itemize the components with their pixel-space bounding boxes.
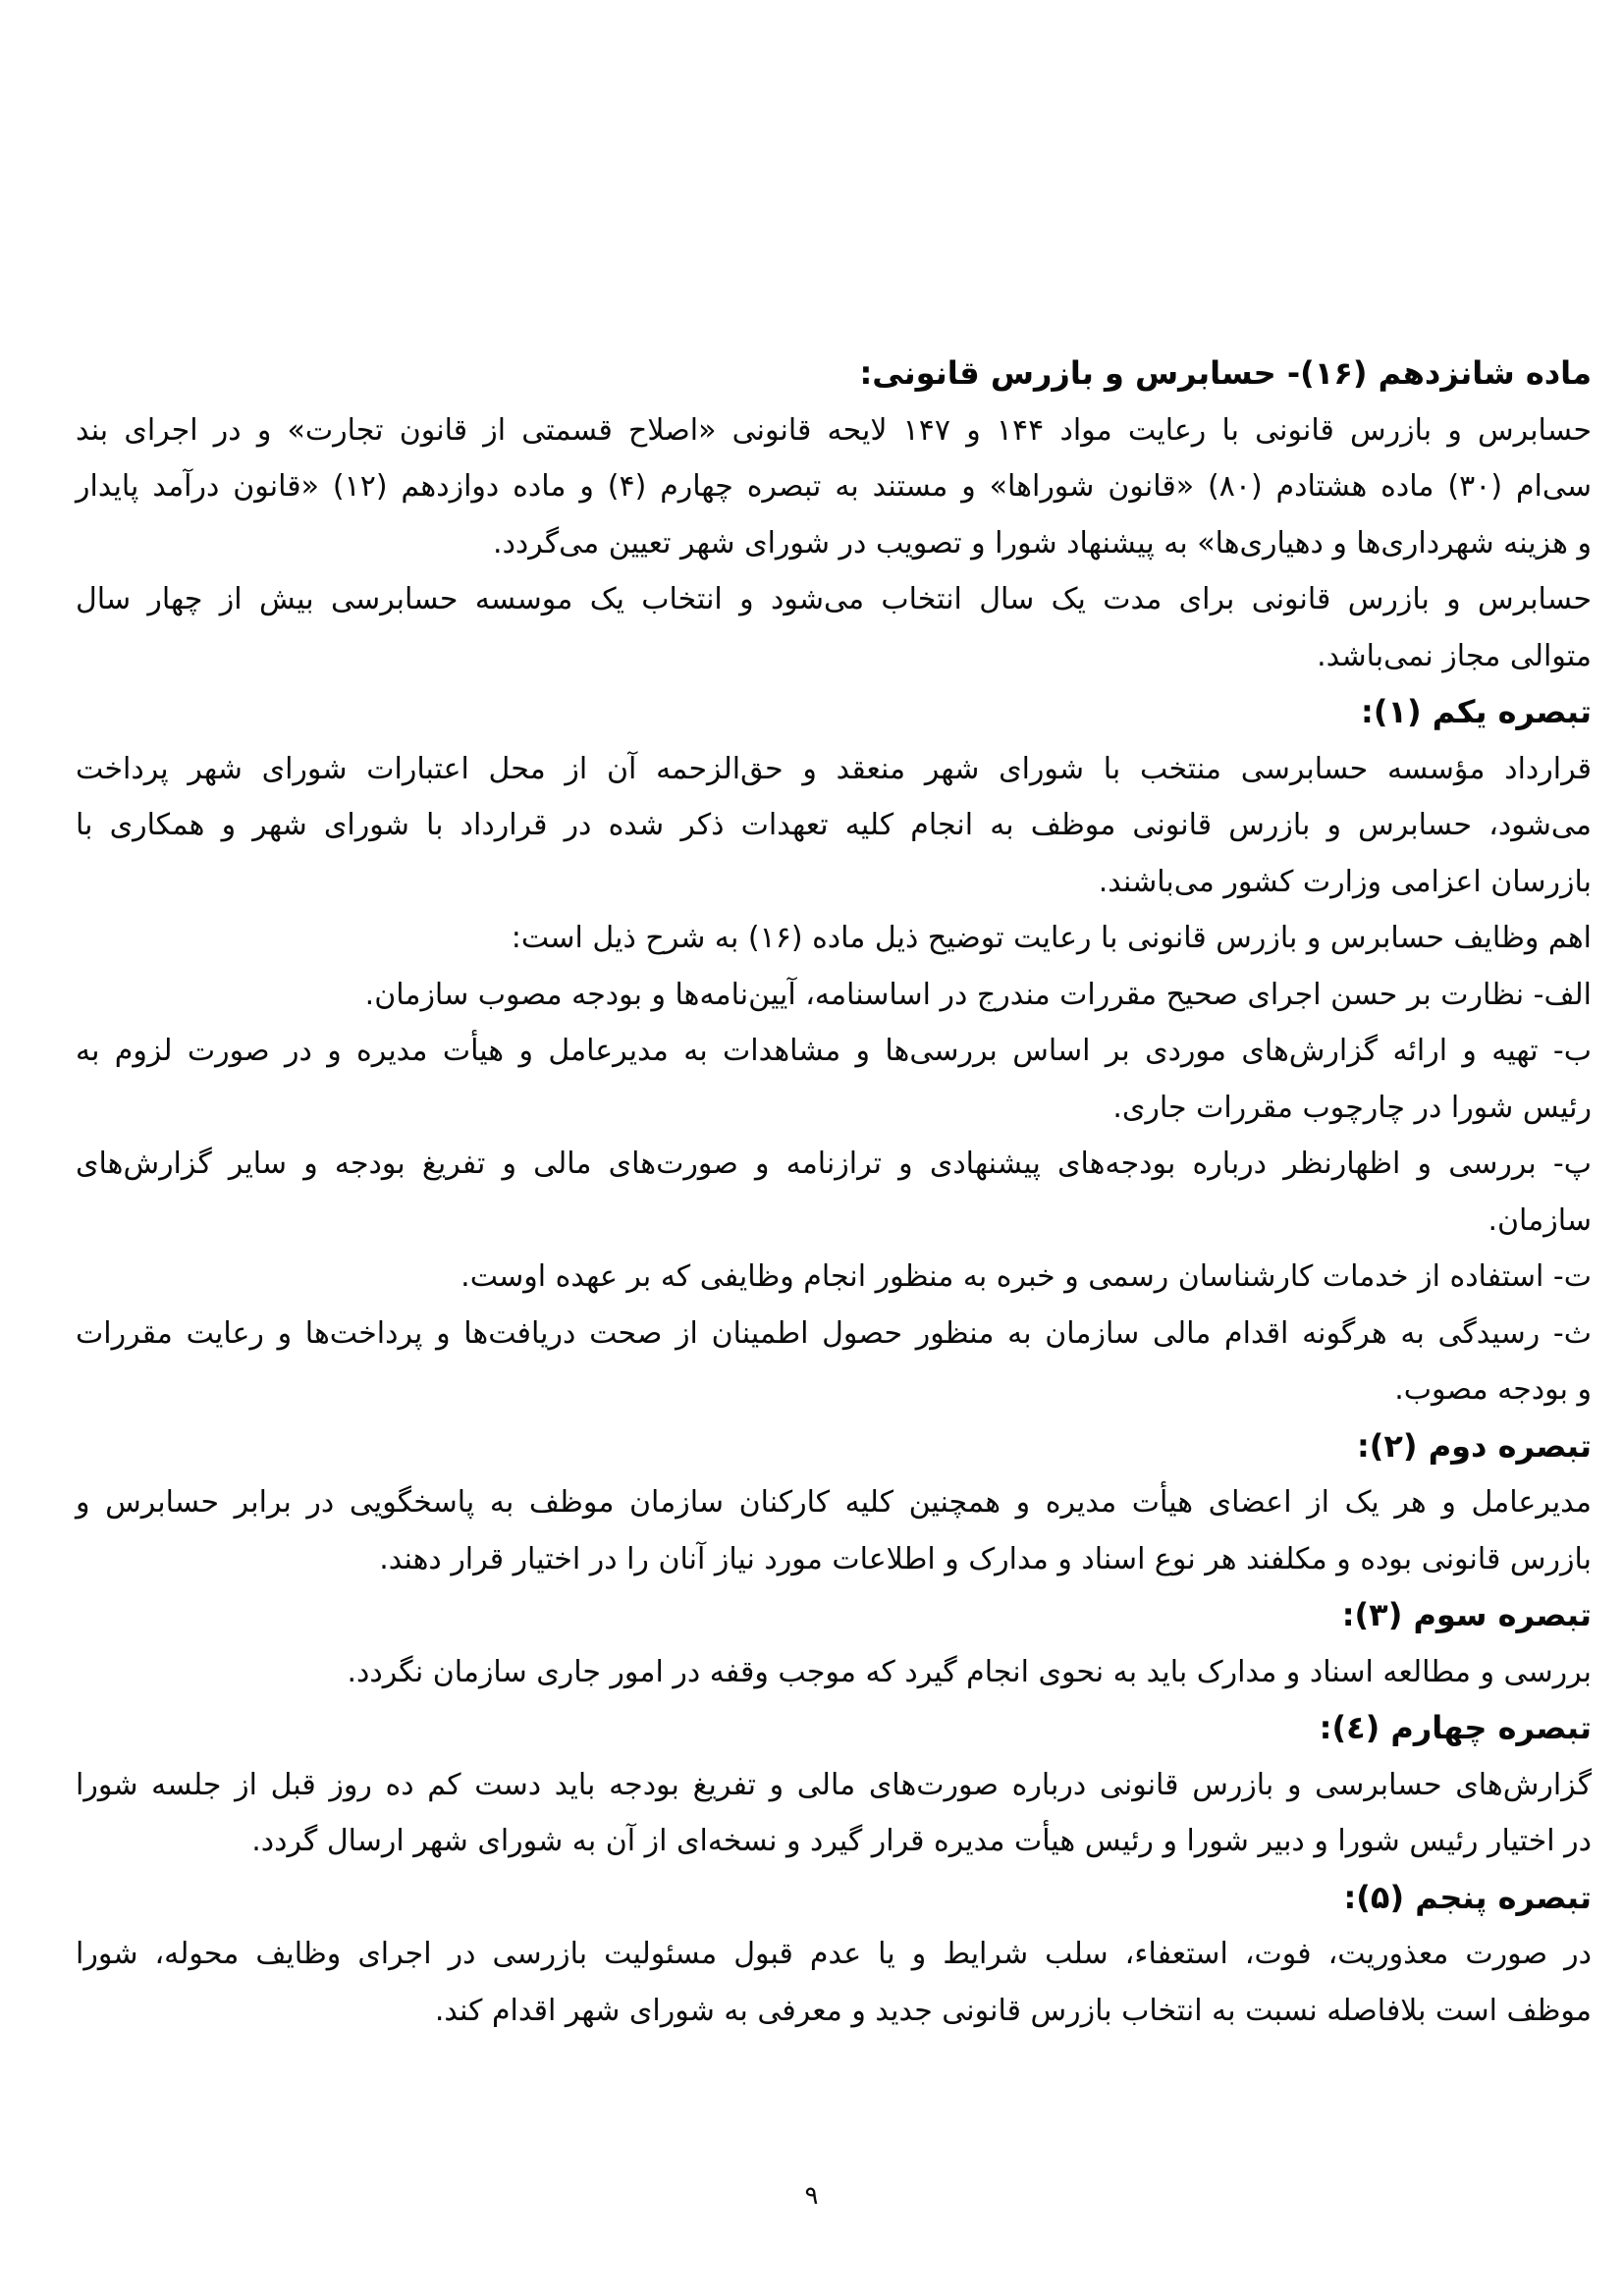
note-1-heading: تبصره یکم (۱): — [1361, 693, 1592, 730]
note-5-line-2: موظف است بلافاصله نسبت به انتخاب بازرس قانونی جدید و معرفی به شورای شهر اقدام کند. — [434, 1993, 1592, 2028]
term-line-1: حسابرس و بازرس قانونی برای مدت یک سال انتخاب می‌شود و انتخاب یک موسسه حسابرسی بیش از چهار سال — [76, 582, 1592, 616]
article-16-body — [76, 346, 1592, 2039]
note-2-line-1: مدیرعامل و هر یک از اعضای هیأت مدیره و همچنین کلیه کارکنان سازمان موظف به پاسخگویی در برابر حسابرس و — [76, 1485, 1592, 1520]
note-3-line: بررسی و مطالعه اسناد و مدارک باید به نحوی انجام گیرد که موجب وقفه در امور جاری سازمان نگردد. — [347, 1654, 1592, 1689]
note-5-heading: تبصره پنجم (۵): — [1343, 1878, 1592, 1916]
intro-line-2: سی‌ام (۳۰) ماده هشتادم (۸۰) «قانون شوراها» و مستند به تبصره چهارم (۴) و ماده دوازدهم (۱۲) «قانون درآمد پایدار — [76, 469, 1592, 504]
term-line-2: متوالی مجاز نمی‌باشد. — [1317, 638, 1592, 673]
note-1-line-1: قرارداد مؤسسه حسابرسی منتخب با شورای شهر منعقد و حق‌الزحمه آن از محل اعتبارات شورای شهر پرداخت — [76, 751, 1592, 786]
duty-t-line: ت- استفاده از خدمات کارشناسان رسمی و خبره به منظور انجام وظایفی که بر عهده اوست. — [460, 1259, 1592, 1294]
duties-intro-line: اهم وظایف حسابرس و بازرس قانونی با رعایت توضیح ذیل ماده (۱۶) به شرح ذیل است: — [511, 921, 1592, 955]
duty-p-line-2: سازمان. — [1488, 1202, 1592, 1238]
note-5-line-1: در صورت معذوریت، فوت، استعفاء، سلب شرایط و یا عدم قبول مسئولیت بازرسی در اجرای وظایف محوله، شورا — [76, 1937, 1592, 1971]
note-4-line-1: گزارش‌های حسابرسی و بازرس قانونی درباره صورت‌های مالی و تفریغ بودجه باید دست کم ده روز قبل از جلسه شورا — [76, 1767, 1592, 1802]
note-1-line-2: می‌شود، حسابرس و بازرس قانونی موظف به انجام کلیه تعهدات ذکر شده در قرارداد با شورای شهر و همکاری با — [76, 808, 1592, 842]
note-4-heading: تبصره چهارم (٤): — [1319, 1709, 1592, 1746]
note-1-line-3: بازرسان اعزامی وزارت کشور می‌باشند. — [1098, 864, 1592, 899]
duty-p-line-1: پ- بررسی و اظهارنظر درباره بودجه‌های پیشنهادی و ترازنامه و صورت‌های مالی و تفریغ بودجه و سایر گزارش‌های — [76, 1147, 1592, 1181]
note-3-heading: تبصره سوم (۳): — [1341, 1596, 1592, 1633]
intro-line-3: و هزینه شهرداری‌ها و دهیاری‌ها» به پیشنهاد شورا و تصویب در شورای شهر تعیین می‌گردد. — [493, 525, 1592, 561]
duty-s-line-1: ث- رسیدگی به هرگونه اقدام مالی سازمان به منظور حصول اطمینان از صحت دریافت‌ها و پرداخت‌ها و رعایت مقررات — [76, 1315, 1592, 1351]
duty-b-line-2: رئیس شورا در چارچوب مقررات جاری. — [1112, 1090, 1592, 1125]
duty-s-line-2: و بودجه مصوب. — [1394, 1372, 1592, 1407]
duty-b-line-1: ب- تهیه و ارائه گزارش‌های موردی بر اساس بررسی‌ها و مشاهدات به مدیرعامل و هیأت مدیره و در صورت لزوم به — [76, 1034, 1592, 1068]
page-number: ۹ — [804, 2181, 819, 2211]
note-2-line-2: بازرس قانونی بوده و مکلفند هر نوع اسناد و مدارک و اطلاعات مورد نیاز آنان را در اختیار قرار دهند. — [379, 1541, 1592, 1576]
duty-a-line: الف- نظارت بر حسن اجرای صحیح مقررات مندرج در اساسنامه، آیین‌نامه‌ها و بودجه مصوب سازمان. — [364, 977, 1592, 1012]
note-4-line-2: در اختیار رئیس شورا و دبیر شورا و رئیس هیأت مدیره قرار گیرد و نسخه‌ای از آن به شورای شهر ارسال گردد. — [251, 1824, 1592, 1858]
article-16-heading: ماده شانزدهم (۱۶)- حسابرس و بازرس قانونی: — [859, 354, 1592, 392]
note-2-heading: تبصره دوم (۲): — [1356, 1426, 1592, 1465]
intro-line-1: حسابرس و بازرس قانونی با رعایت مواد ۱۴۴ و ۱۴۷ لایحه قانونی «اصلاح قسمتی از قانون تجارت» و در اجرای بند — [76, 412, 1593, 448]
